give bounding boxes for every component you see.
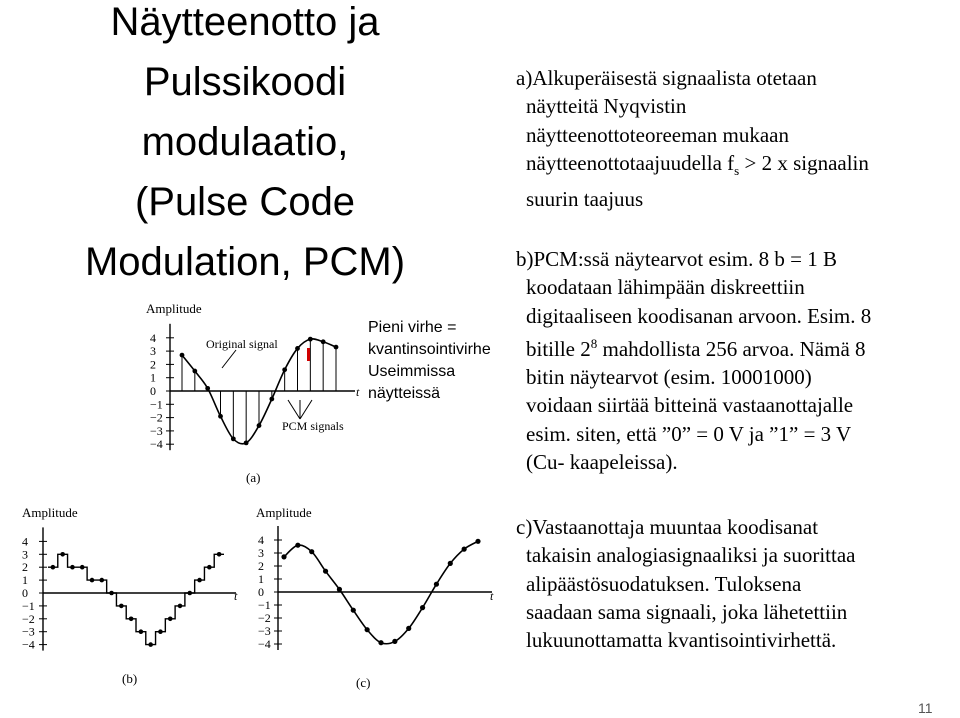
figure-a-sample-dot (257, 423, 262, 428)
figure-a-tick-label: 1 (150, 370, 156, 385)
figure-c-caption: (c) (356, 675, 371, 690)
figure-c-sample-dot (323, 569, 328, 574)
figure-b-axis-label: Amplitude (22, 505, 78, 520)
note-line: Useimmissa (368, 363, 456, 380)
title-line: Näytteenotto ja (110, 0, 380, 44)
figure-c-t-label: t (490, 589, 494, 603)
figure-a-tick-label: 4 (150, 330, 156, 345)
figure-a-sample-dot (334, 345, 339, 350)
figure-b-tick-label: 0 (22, 586, 28, 600)
figure-a (146, 301, 360, 485)
figure-c-sample-dot (448, 561, 453, 566)
figure-c-tick-label: −3 (258, 624, 271, 638)
figure-b-t-label: t (234, 589, 238, 603)
figure-c-sample-dot (462, 547, 467, 552)
superscript: 8 (590, 335, 598, 351)
note-line: kvantinsointivirhe (368, 341, 491, 358)
figure-a-sample-dot (231, 436, 236, 441)
figure-c-tick-label: 3 (258, 546, 264, 560)
figure-b-caption: (b) (122, 671, 138, 686)
figure-a-tick-label: 3 (150, 344, 156, 359)
figure-c-tick-label: 2 (258, 559, 264, 573)
title-line: Pulssikoodi (143, 60, 347, 104)
figure-a-label-leader (222, 350, 236, 368)
figure-a-t-label: t (356, 385, 360, 399)
para-line: koodataan lähimpään diskreettiin (526, 275, 805, 300)
para-line: näytteenottoteoreeman mukaan (526, 122, 789, 147)
figure-b-tick-label: −1 (22, 598, 35, 613)
figure-b-tick-label: 3 (22, 547, 28, 562)
title-line: modulaatio, (141, 120, 349, 164)
figure-c-sample-dot (475, 539, 480, 544)
figure-a-sample-dot (218, 414, 223, 419)
figure-b-tick-label: 1 (22, 573, 28, 588)
figure-a-tick-label: −2 (150, 410, 163, 425)
figure-c-sample-dot (420, 605, 425, 610)
figure-a-label-leader (300, 400, 312, 419)
note-line: Pieni virhe = (368, 319, 457, 336)
figure-a-sample-dot (269, 397, 274, 402)
figure-b-tick-label: −2 (22, 611, 35, 626)
figure-a-pcm-label: PCM signals (282, 419, 344, 433)
figure-a-sample-dot (205, 386, 210, 391)
figure-a-error-marker (307, 348, 310, 361)
para-text: > 2 x signaalin (739, 150, 869, 175)
subscript: s (734, 163, 740, 179)
figure-b-tick-label: −4 (22, 637, 35, 652)
para-line: lukuunottamatta kvantisointivirhettä. (526, 628, 837, 653)
figure-c-sample-dot (337, 587, 342, 592)
figure-a-tick-label: −3 (150, 423, 163, 438)
note-line: näytteissä (368, 385, 441, 402)
figure-a-sample-dot (192, 369, 197, 374)
figure-a-tick-label: −1 (150, 397, 163, 412)
figure-c-sample-dot (351, 608, 356, 613)
figure-a-sample-dot (308, 337, 313, 342)
figure-c-sample-dot (281, 554, 286, 559)
figure-c-tick-label: −4 (258, 637, 271, 651)
para-line: bitin näytearvot (esim. 10001000) (526, 365, 812, 390)
para-line: (Cu- kaapeleissa). (526, 450, 678, 475)
figure-c-sample-dot (378, 640, 383, 645)
figure-b (22, 505, 238, 686)
figure-c-tick-label: 4 (258, 533, 264, 547)
para-line: suurin taajuus (526, 187, 644, 212)
figure-c-sample-dot (309, 549, 314, 554)
figure-a-original-label: Original signal (206, 337, 278, 351)
figure-a-tick-label: 2 (150, 357, 156, 372)
figure-c-sample-dot (392, 639, 397, 644)
figure-c-tick-label: −2 (258, 611, 271, 625)
para-line: voidaan siirtää bitteinä vastaanottajalle (526, 393, 854, 418)
figure-a-sample-dot (295, 346, 300, 351)
figure-c-tick-label: 1 (258, 572, 264, 586)
figure-a-tick-label: −4 (150, 437, 163, 452)
page-number: 11 (918, 700, 933, 716)
figure-a-sample-dot (282, 367, 287, 372)
figure-b-tick-label: 4 (22, 534, 28, 549)
para-line: takaisin analogiasignaaliksi ja suorittaa (526, 543, 856, 568)
figure-c-sample-dot (406, 626, 411, 631)
para-text: mahdollista 256 arvoa. Nämä 8 (597, 336, 866, 361)
para-line: c)Vastaanottaja muuntaa koodisanat (516, 515, 819, 539)
figure-c-sample-dot (365, 627, 370, 632)
para-line: digitaaliseen koodisanan arvoon. Esim. 8 (526, 303, 872, 328)
figure-c-axis-label: Amplitude (256, 505, 312, 520)
figure-a-caption: (a) (246, 470, 261, 485)
figure-a-label-leader (288, 400, 300, 419)
figure-a-sample-dot (321, 339, 326, 344)
figure-a-tick-label: 0 (150, 384, 156, 398)
figure-a-sample-dot (244, 440, 249, 445)
figure-c-tick-label: 0 (258, 585, 264, 599)
title-line: (Pulse Code (134, 180, 356, 224)
figure-c-sample-dot (295, 543, 300, 548)
figure-b-tick-label: 2 (22, 560, 28, 575)
figure-c-tick-label: −1 (258, 598, 271, 612)
figure-c-sample-dot (434, 582, 439, 587)
figure-a-sample-dot (180, 353, 185, 358)
title-line: Modulation, PCM) (84, 240, 406, 284)
para-line: näytteitä Nyqvistin (526, 94, 687, 119)
para-text: näytteenottotaajuudella f (526, 150, 735, 175)
figure-c (256, 505, 494, 690)
figure-a-axis-label: Amplitude (146, 301, 202, 316)
figure-b-tick-label: −3 (22, 624, 35, 639)
para-line: alipäästösuodatuksen. Tuloksena (526, 571, 802, 596)
figure-b-staircase (48, 554, 224, 644)
para-line: a)Alkuperäisestä signaalista otetaan (516, 66, 817, 90)
para-text: bitille 2 (526, 336, 591, 361)
para-line: esim. siten, että ”0” = 0 V ja ”1” = 3 V (526, 421, 852, 446)
para-line: saadaan sama signaali, joka lähetettiin (526, 599, 848, 624)
para-line: b)PCM:ssä näytearvot esim. 8 b = 1 B (516, 247, 837, 271)
